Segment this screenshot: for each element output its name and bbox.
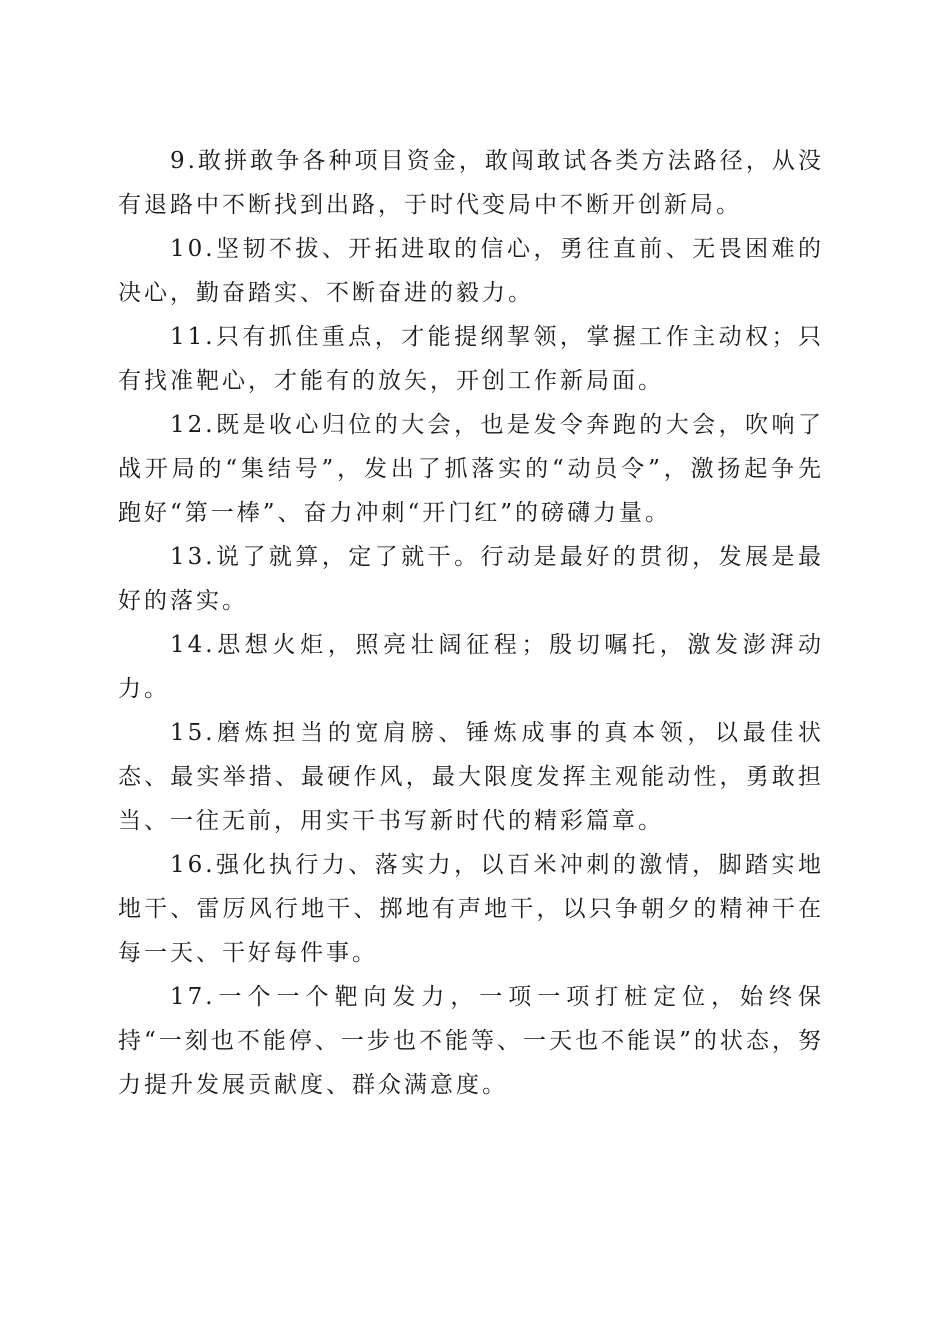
paragraph-13: 13.说了就算，定了就干。行动是最好的贯彻，发展是最好的落实。 bbox=[118, 544, 824, 614]
paragraph-14: 14.思想火炬，照亮壮阔征程；殷切嘱托，激发澎湃动力。 bbox=[118, 632, 824, 702]
document-body bbox=[118, 139, 824, 1107]
paragraph-10: 10.坚韧不拔、开拓进取的信心，勇往直前、无畏困难的决心，勤奋踏实、不断奋进的毅力。 bbox=[118, 236, 824, 306]
paragraph-15: 15.磨炼担当的宽肩膀、锤炼成事的真本领，以最佳状态、最实举措、最硬作风，最大限度发挥主观能动性，勇敢担当、一往无前，用实干书写新时代的精彩篇章。 bbox=[118, 720, 824, 834]
paragraph-17: 17.一个一个靶向发力，一项一项打桩定位，始终保持“一刻也不能停、一步也不能等、一天也不能误”的状态，努力提升发展贡献度、群众满意度。 bbox=[118, 984, 824, 1098]
paragraph-9: 9.敢拼敢争各种项目资金，敢闯敢试各类方法路径，从没有退路中不断找到出路，于时代变局中不断开创新局。 bbox=[118, 148, 824, 218]
paragraph-16: 16.强化执行力、落实力，以百米冲刺的激情，脚踏实地地干、雷厉风行地干、掷地有声地干，以只争朝夕的精神干在每一天、干好每件事。 bbox=[118, 852, 824, 966]
paragraph-11: 11.只有抓住重点，才能提纲挈领，掌握工作主动权；只有找准靶心，才能有的放矢，开创工作新局面。 bbox=[118, 324, 824, 394]
paragraph-12: 12.既是收心归位的大会，也是发令奔跑的大会，吹响了战开局的“集结号”，发出了抓落实的“动员令”，激扬起争先跑好“第一棒”、奋力冲刺“开门红”的磅礴力量。 bbox=[118, 412, 824, 526]
